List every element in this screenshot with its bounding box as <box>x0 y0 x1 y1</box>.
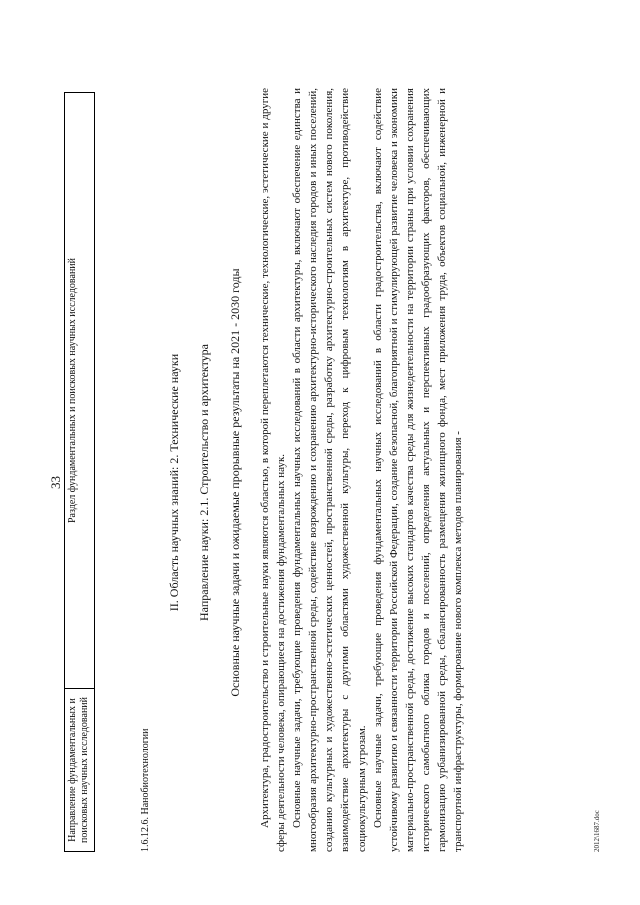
header-cell-section: Раздел фундаментальных и поисковых научных исследований <box>65 93 95 689</box>
page-number: 33 <box>48 476 63 489</box>
direction-heading: Направление науки: 2.1. Строительство и архитектура <box>197 344 211 621</box>
header-table <box>65 92 95 852</box>
main-heading: Основные научные задачи и ожидаемые прорывные результаты на 2021 - 2030 годы <box>228 268 242 697</box>
body-text <box>257 88 466 852</box>
rotated-page <box>45 85 605 880</box>
subsection-item: 1.6.12.6. Нанобиотехнологии <box>140 728 151 852</box>
paragraph: Основные научные задачи, требующие проведения фундаментальных научных исследований в области градостроительства, включают содействие устойчивому развитию и связанности территории Российской Федерации, создание безопасной, благоприятной и стимулирующей развитие человека и экономики материально-пространственной среды, достижение высоких стандартов качества среды для жизнедеятельности на территории страны при условии сохранения исторического самобытного облика городов и поселений, определения актуальных и перспективных градообразующих факторов, обеспечивающих гармонизацию урбанизированной среды, сбалансированность размещения жилищного фонда, мест приложения труда, объектов социальной, инженерной и транспортной инфраструктуры, формирование нового комплекса методов планирования - <box>371 88 465 852</box>
footer-filename: 2012\1687.doc <box>593 810 601 852</box>
table-row <box>65 93 95 852</box>
paragraph: Архитектура, градостроительство и строительные науки являются областью, в которой переплетаются технические, технологические, эстетические и другие сферы деятельности человека, опирающиеся на достижения фундаментальных наук. <box>259 88 288 852</box>
area-heading: II. Область научных знаний: 2. Технические науки <box>167 353 181 612</box>
header-cell-direction: Направление фундаментальных и поисковых научных исследований <box>65 689 95 852</box>
paragraph: Основные научные задачи, требующие проведения фундаментальных научных исследований в области архитектуры, включают обеспечение единства и многообразия архитектурно-пространственной среды, содействие возрождению и сохранению архитектурно-исторического наследия городов и иных поселений, созданию культурных и художественно-эстетических ценностей, пространственной среды, разработку архитектурно-строительных систем нового поколения, взаимодействие архитектуры с другими областями художественной культуры, переход к цифровым технологиям в архитектуре, противодействие социокультурным угрозам. <box>291 88 368 852</box>
